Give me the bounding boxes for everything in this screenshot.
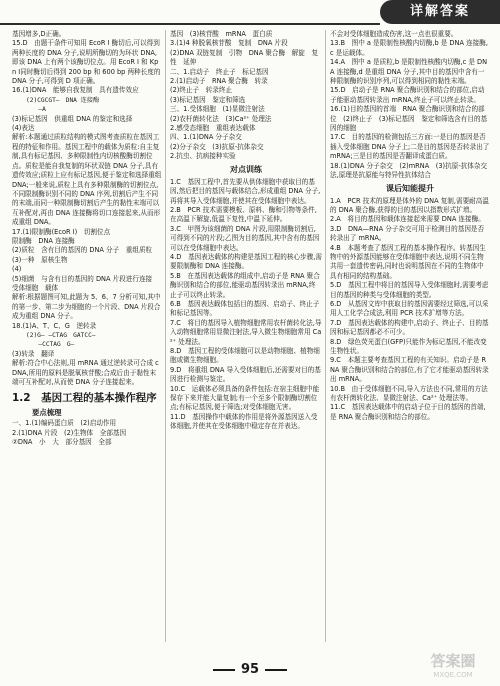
answer-line: 3.D DNA—RNA 分子杂交可用于检测目的基因是否转录出了 mRNA。 — [330, 224, 485, 243]
page-header — [0, 0, 500, 24]
answer-line: 2.感受态细胞 重组表达载体 — [170, 124, 256, 133]
answer-line: 16.(1)DNA 能够自我复制 具有遗传效应 — [12, 86, 139, 95]
answer-line: 4.D 基因表达载体的构建是基因工程的核心步骤,需要限制酶和 DNA 连接酶。 — [170, 252, 322, 271]
answer-line: 一、1.(1)编码蛋白质 (2)启动作用 — [12, 419, 117, 428]
answer-line: —A — [26, 106, 46, 114]
answer-line: 17.(1)限制酶(EcoR Ⅰ) 切割位点 — [12, 227, 111, 236]
answer-line: 14.A 图中 a 是质粒,b 是限制性核酸内切酶,c 是 DNA 连接酶,d 是重组 DNA 分子,其中目的基因中含有一种限制酶的识别序列,可以得到相同的黏性末端。 — [330, 58, 488, 86]
answer-line: 18.(1)DNA 分子杂交 (2)mRNA (3)抗原-抗体杂交法,原理是抗原能与特异性抗体结合 — [330, 161, 488, 180]
answer-line: 1.A PCR 技术的原理是体外的 DNA 复制,需要耐高温的 DNA 聚合酶,获得的目的基因以指数形式扩增。 — [330, 196, 489, 214]
answer-line: 3.C 甲图为该细菌的 DNA 片段,用限制酶切割后,可得到不同的片段;乙图为目的基因,其中含有的基因可以在受体细胞中表达。 — [170, 224, 320, 252]
answer-line: 基因增多,D正确。 — [12, 30, 66, 38]
answer-line: 3.(1)4 种脱氧核苷酸 复制 DNA 片段 — [170, 39, 288, 48]
watermark-logo — [412, 650, 494, 680]
answer-line: 1.C 基因工程中,首先要从供体细胞中获取目的基因,然后把目的基因与载体结合,形成重组 DNA 分子,再将其导入受体细胞,并使其在受体细胞中表达。 — [170, 177, 321, 205]
header-rule — [0, 23, 380, 25]
answer-line: 解析:符合中心法则,用 mRNA 通过逆转录可合成 cDNA,所用的原料是脱氧核苷酸;合成后由于黏性末端可互补配对,从而使 DNA 分子连接起来。 — [12, 359, 159, 387]
answer-line: 18.(1)A、T、C、G 逆转录 — [12, 321, 97, 330]
answer-line: 四、1.(1)DNA 分子杂交 — [170, 133, 242, 142]
answer-line: 解析:本题通过质粒结构的模式图考查质粒在基因工程的特征和作用。基因工程中的载体为质粒:自主复制,具有标记基因、多种限制性内切核酸酶切割位点。质粒是能自我复制的环状双链 DNA 分子,具有遗传效应;质粒上应有标记基因,便于鉴定和选择重组 DNA;一般来说,质粒上具有多种限制酶的切割位点,不同限制酶识别不同的 DNA 序列,切割后产生不同的末端,而同一种限制酶切割后产生的黏性末端可以互补配对,再由 DNA 连接酶将切口连接起来,从而形成重组 DNA。 — [12, 133, 162, 227]
answer-line: 13.B 图中 a 是限制性核酸内切酶,b 是 DNA 连接酶,c 是运载体。 — [330, 39, 488, 57]
column-left — [12, 30, 162, 648]
answer-line: (3)转录 翻译 — [12, 349, 55, 358]
header-badge: 详解答案 — [380, 0, 500, 24]
answer-line: 17.C 目的基因的检测包括三方面:一是目的基因是否插入受体细胞 DNA 分子上;二是目的基因是否转录出了 mRNA;三是目的基因是否翻译成蛋白质。 — [330, 133, 490, 161]
page-number-text: 95 — [240, 662, 260, 677]
section-title: 1.2 基因工程的基本操作程序 — [12, 392, 157, 405]
answer-line: (2)CGCGT— DNA 连接酶 — [26, 96, 100, 104]
answer-line: 7.C 将目的基因导入植物细胞常用农杆菌转化法,导入动物细胞常用显微注射法,导入微生物细胞常用 Ca²⁺ 处理法。 — [170, 318, 322, 346]
answer-line: 2.A 将目的基因和载体连接起来需要 DNA 连接酶。 — [330, 215, 485, 224]
answer-line: (2)DNA 双链复制 引物 DNA 聚合酶 解旋 复性 延伸 — [170, 48, 319, 67]
column-divider — [165, 30, 166, 642]
answer-line: 限制酶 DNA 连接酶 — [12, 236, 75, 245]
answer-line: 6.B 基因表达载体包括目的基因、启动子、终止子和标记基因等。 — [170, 299, 320, 318]
answer-line: 15.D 由题干条件可知用 EcoR Ⅰ 酶切后,可以得到两种长度的 DNA 分子,说明所酶切的为环状 DNA,即该 DNA 上有两个该酶切位点。用 EcoR Ⅰ 和 Kpn Ⅰ同时酶切后得到 200 bp 和 600 bp 两种长度的 DNA 分子,可得到 D 项正确。 — [12, 39, 161, 86]
answer-line: (4)表达 — [12, 124, 35, 133]
answer-line: (2)终止子 转录终止 — [170, 86, 233, 95]
answer-line: 8.D 基因工程的受体细胞可以是动物细胞、植物细胞或微生物细胞。 — [170, 347, 320, 365]
answer-line: 2.抗虫、抗病接种实验 — [170, 152, 236, 161]
answer-line: 基因 (3)核苷酸 mRNA 蛋白质 — [170, 30, 273, 38]
answer-line: 8.D 绿色荧光蛋白(GFP)只能作为标记基因,不能改变生物性状。 — [330, 337, 487, 355]
answer-line: 11.D 基因操作中载体的作用是将外源基因送入受体细胞,并使其在受体细胞中稳定存在并表达。 — [170, 412, 318, 431]
answer-line: 10.B 由于受体细胞不同,导入方法也不同,常用的方法有农杆菌转化法、显微注射法、Ca²⁺ 处理法等。 — [330, 384, 488, 403]
answer-line: 6.D 从基因文库中获取目的基因需要经过筛选,可以采用人工化学合成法,利用 PCR 技术扩增等方法。 — [330, 299, 489, 318]
answer-line: 10.C 运载体必须具备的条件包括:在宿主细胞中能保存下来并能大量复制;有一个至多个限制酶切割位点;有标记基因,便于筛选;对受体细胞无害。 — [170, 384, 320, 412]
answer-line: 7.D 基因表达载体的构建中,启动子、终止子、目的基因和标记基因都必不可少。 — [330, 318, 489, 337]
column-divider — [325, 30, 326, 642]
answer-line: 11.C 基因表达载体中的启动子位于目的基因的首端,是 RNA 聚合酶识别和结合的部位。 — [330, 403, 486, 421]
answer-line: 2.(1)启动子 RNA 聚合酶 转录 — [170, 77, 268, 86]
answer-line: (2)农杆菌转化法 (3)Ca²⁺ 处理法 — [170, 114, 272, 123]
column-middle — [170, 30, 322, 648]
answer-line: (3)标记基因 供重组 DNA 的鉴定和选择 — [12, 114, 133, 123]
answer-line: 2.B PCR 技术需要模板、原料、酶和引物等条件,在高温下解旋,低温下复性,中温下延伸。 — [170, 205, 317, 224]
answer-line: 5.D 基因工程中将目的基因导入受体细胞时,需要考虑目的基因的种类与受体细胞的类型。 — [330, 281, 489, 299]
column-right — [330, 30, 490, 648]
answer-line: (3)标记基因 鉴定和筛选 — [170, 95, 246, 104]
watermark-text: 答案圈 — [430, 652, 476, 670]
answer-line: 16.(1)目的基因的首端 RNA 聚合酶识别和结合的部位 (2)终止子 (3)标记基因 鉴定和筛选含有目的基因的细胞 — [330, 105, 488, 133]
answer-line: (5)细菌 与含有目的基因的 DNA 片段进行连接 受体细胞 载体 — [12, 274, 159, 292]
answer-line: (3)一种 原核生物 — [12, 255, 68, 264]
answer-line: 5.B 在基因表达载体的组成中,启动子是 RNA 聚合酶识别和结合的部位,能驱动基因转录出 mRNA,终止子可以终止转录。 — [170, 271, 320, 299]
watermark-url: MXQE.COM — [433, 671, 473, 679]
answer-line: (4) — [12, 265, 22, 274]
answer-line: 15.D 启动子是 RNA 聚合酶识别和结合的部位,启动子能驱动基因转录出 mRNA,终止子可以终止转录。 — [330, 86, 485, 104]
answer-line: 2.(1)DNA 片段 (2)生物体 全部基因 — [12, 428, 127, 437]
answer-line: (2)G— —CTAG GATCC— — [26, 332, 96, 339]
answer-line: 9.D 将重组 DNA 导入受体细胞后,还需要对目的基因进行检测与鉴定。 — [170, 365, 321, 384]
answer-line: 不会对受体细胞造成伤害,这一点也很重要。 — [330, 30, 458, 38]
section-heading: 课后知能提升 — [386, 183, 434, 193]
section-heading: 对点训练 — [230, 164, 262, 174]
answer-line: 三、1.受体细胞 (1)显微注射法 — [170, 105, 265, 114]
answer-line: 4.B 本题考查了基因工程的基本操作程序。转基因生物中的外源基因能够在受体细胞中表达,说明不同生物共用一套遗传密码,同时也说明基因在不同的生物体中具有相同的结构基础。 — [330, 243, 486, 280]
answer-line: —CCTAG G— — [26, 341, 75, 349]
section-heading: 要点梳理 — [32, 408, 62, 418]
answer-line: 解析:根据题图可知,此题为 5、6、7 分析可知,其中的第一步、第二步为细胞的一个片段、DNA 片段合成为重组 DNA 分子。 — [12, 293, 161, 321]
answer-line: (2)分子杂交 (3)抗原-抗体杂交 — [170, 142, 264, 151]
answer-line: (2)质粒 含有目的基因的 DNA 分子 重组质粒 — [12, 246, 153, 255]
answer-line: 二、1.启动子 终止子 标记基因 — [170, 67, 269, 76]
answer-line: ②DNA 小 大 部分基因 全部 — [12, 438, 112, 447]
answer-line: 9.C 本题主要考查基因工程的有关知识。启动子是 RNA 聚合酶识别和结合的部位,有了它才能驱动基因转录出 mRNA。 — [330, 356, 489, 384]
